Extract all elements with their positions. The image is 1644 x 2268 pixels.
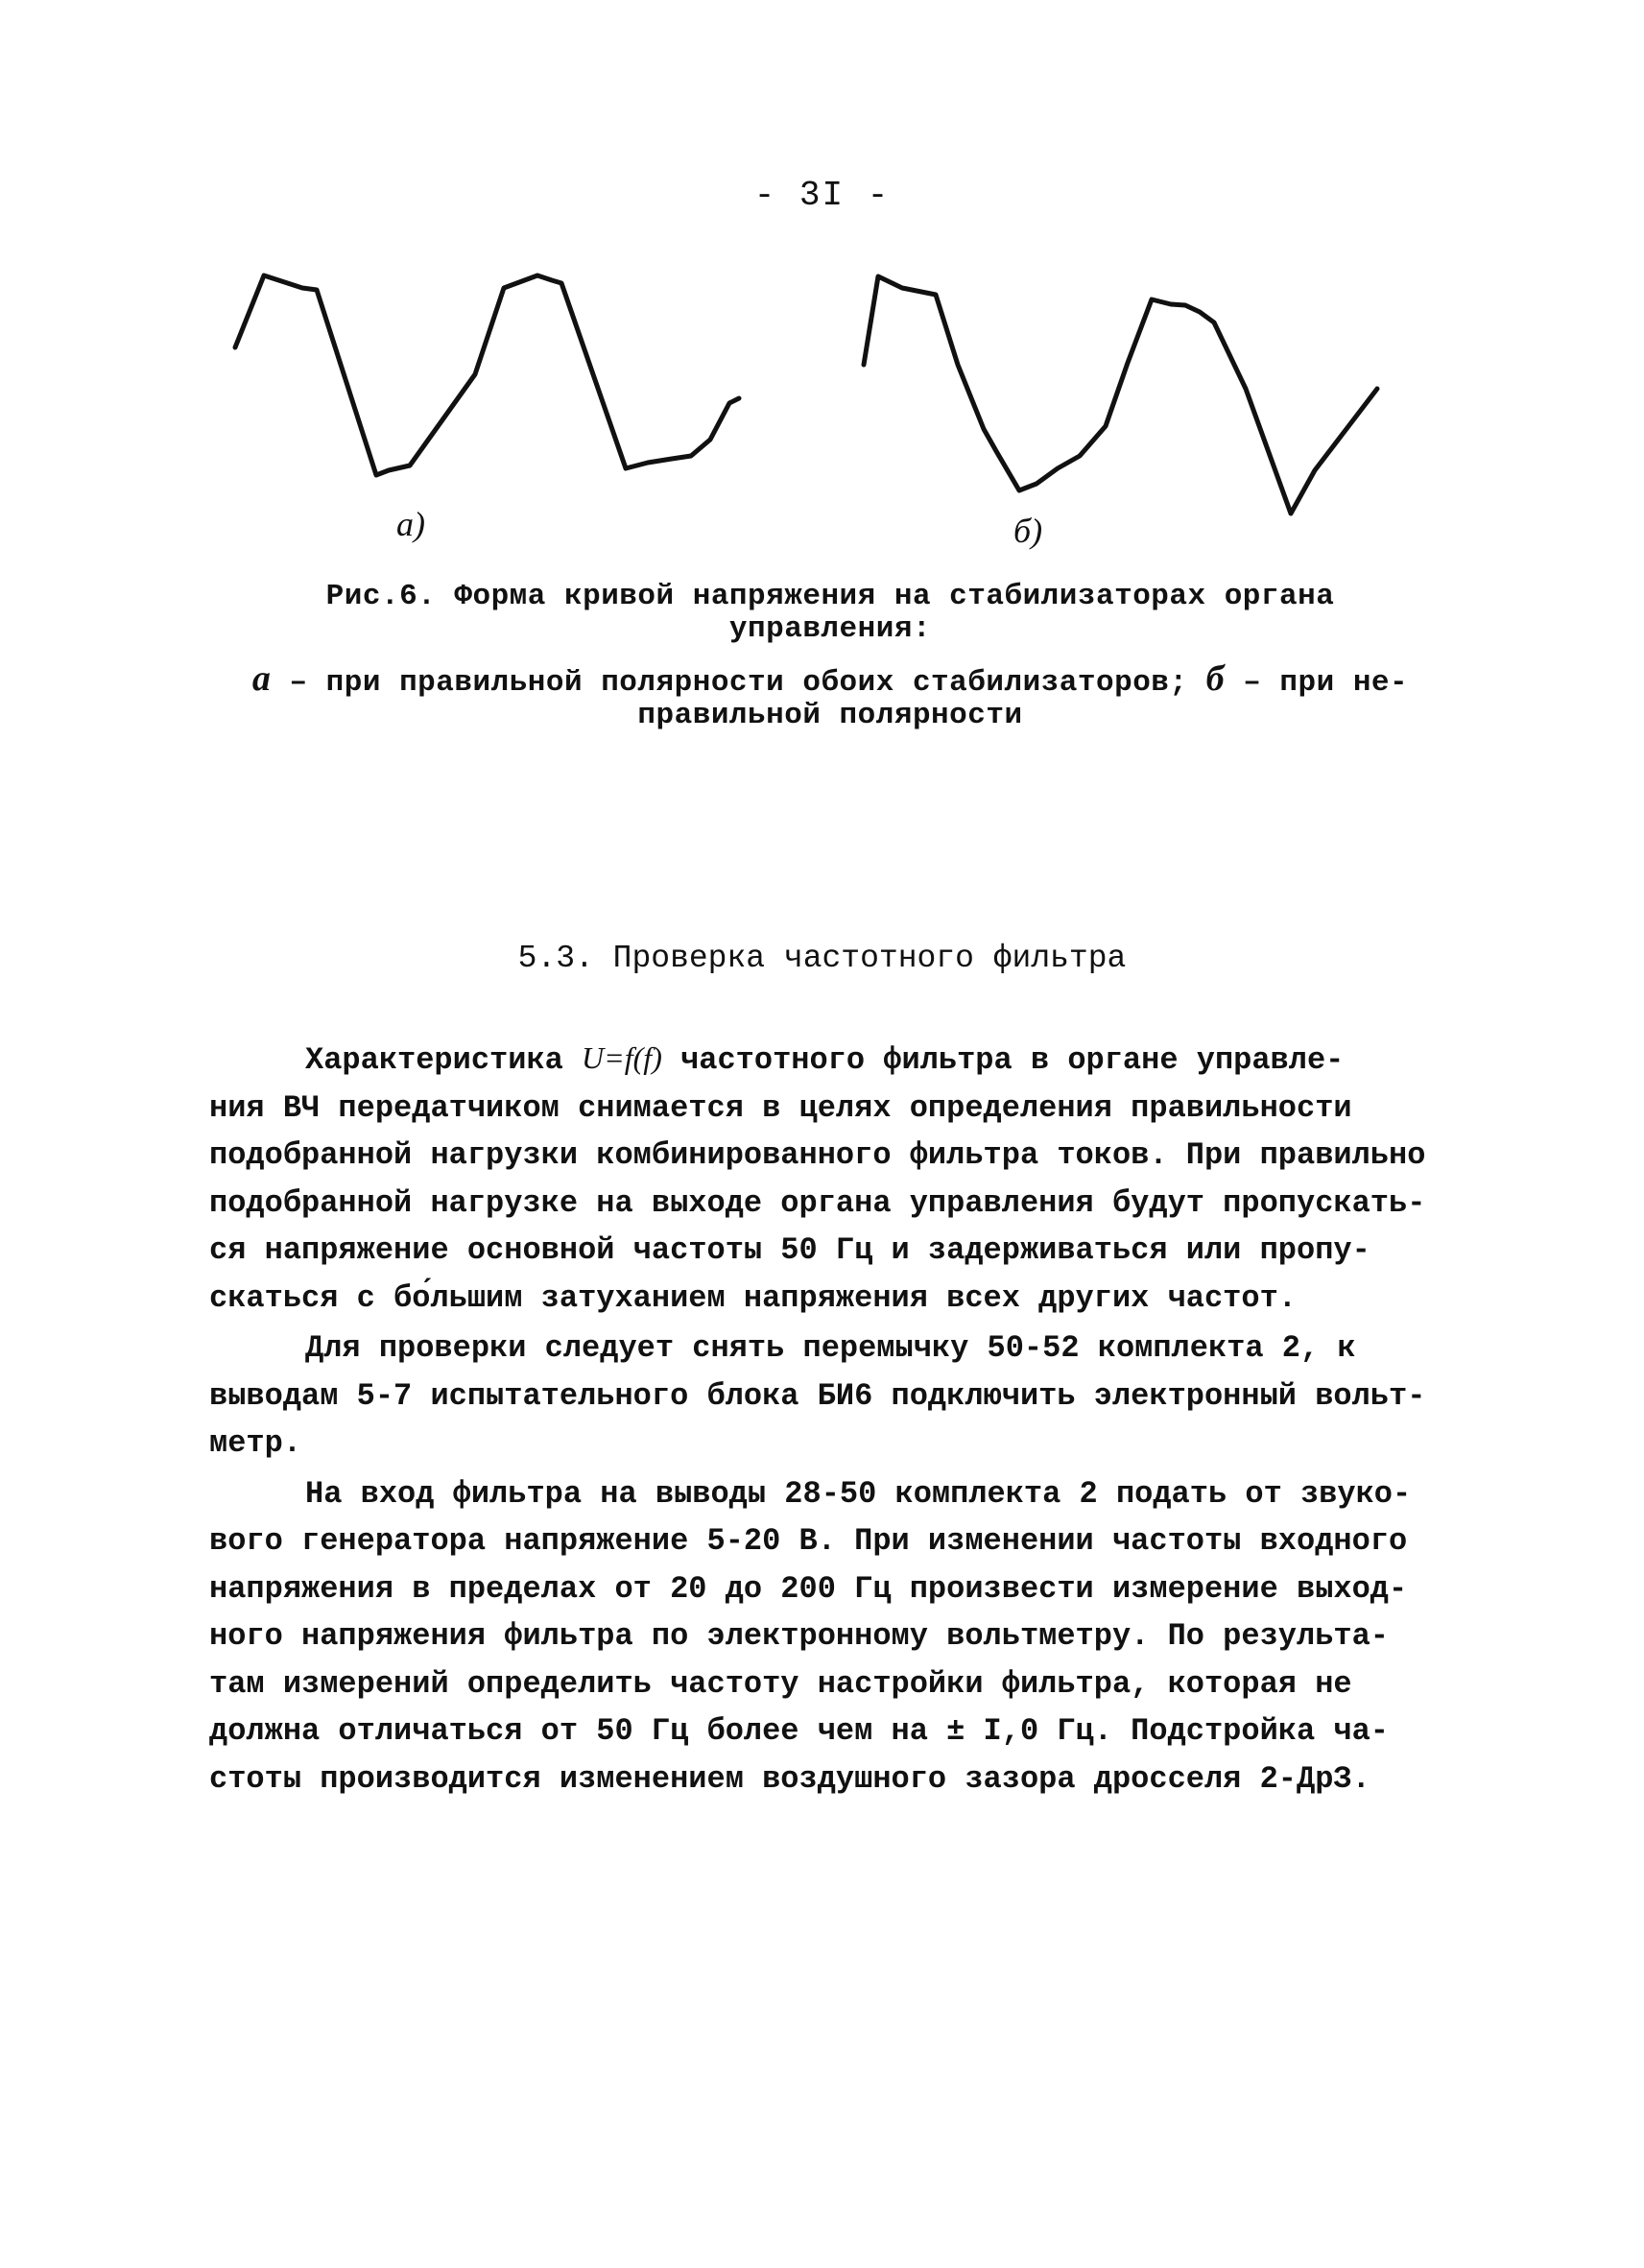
paragraph-3-line-6: должна отличаться от 50 Гц более чем на ± I,0 Гц. Подстройка ча- — [209, 1713, 1389, 1749]
legend-b-text: – при не- — [1243, 666, 1409, 700]
legend-line-2: правильной полярности — [637, 699, 1023, 732]
legend-b-marker: б — [1205, 658, 1226, 699]
p1-line1-end: частотного фильтра в органе управле- — [680, 1042, 1345, 1078]
figure-6 — [221, 259, 1430, 566]
caption-title-line-2: управления: — [728, 612, 932, 646]
paragraph-1-line-4: подобранной нагрузке на выходе органа управления будут пропускать- — [209, 1184, 1426, 1221]
paragraph-1-line-2: ния ВЧ передатчиком снимается в целях определения правильности — [209, 1089, 1352, 1126]
legend-a-marker: а — [251, 658, 272, 699]
paragraph-1-line-5: ся напряжение основной частоты 50 Гц и задерживаться или пропу- — [209, 1232, 1370, 1268]
page-number: - 3I - — [753, 176, 891, 215]
caption-title-line-1: Рис.6. Форма кривой напряжения на стабилизаторах органа — [325, 580, 1335, 613]
paragraph-3-line-4: ного напряжения фильтра по электронному вольтметру. По результа- — [209, 1618, 1389, 1654]
paragraph-3-line-1: На вход фильтра на выводы 28-50 комплекта 2 подать от звуко- — [305, 1475, 1412, 1512]
paragraph-3-line-2: вого генератора напряжение 5-20 В. При изменении частоты входного — [209, 1523, 1408, 1559]
paragraph-1-line-1 — [209, 1035, 1457, 1085]
paragraph-2-line-2: выводам 5-7 испытательного блока БИ6 подключить электронный вольт- — [209, 1377, 1426, 1414]
paragraph-2-line-1: Для проверки следует снять перемычку 50-52 комплекта 2, к — [305, 1330, 1356, 1366]
paragraph-1-line-6: скаться с бо́льшим затуханием напряжения всех других частот. — [209, 1279, 1297, 1316]
paragraph-2-line-3: метр. — [209, 1425, 302, 1461]
formula-u-f: U=f(f) — [582, 1040, 662, 1075]
paragraph-3-line-7: стоты производится изменением воздушного зазора дросселя 2-ДрЗ. — [209, 1760, 1370, 1797]
figure-legend — [192, 658, 1468, 732]
body-text — [209, 1035, 1457, 1802]
figure-label-b: б) — [1013, 512, 1043, 550]
paragraph-1-line-3: подобранной нагрузки комбинированного фильтра токов. При правильно — [209, 1137, 1426, 1173]
p1-line1-start: Характеристика — [305, 1042, 563, 1078]
waveform-b — [864, 276, 1377, 513]
paragraph-3-line-3: напряжения в пределах от 20 до 200 Гц произвести измерение выход- — [209, 1570, 1408, 1607]
figure-caption — [192, 581, 1468, 646]
legend-line-1 — [192, 658, 1468, 700]
legend-a-text: – при правильной полярности обоих стабилизаторов; — [289, 666, 1188, 700]
section-heading: 5.3. Проверка частотного фильтра — [517, 941, 1127, 976]
paragraph-3-line-5: там измерений определить частоту настройки фильтра, которая не — [209, 1665, 1352, 1702]
figure-label-a: а) — [396, 505, 425, 543]
waveform-a — [235, 275, 739, 475]
